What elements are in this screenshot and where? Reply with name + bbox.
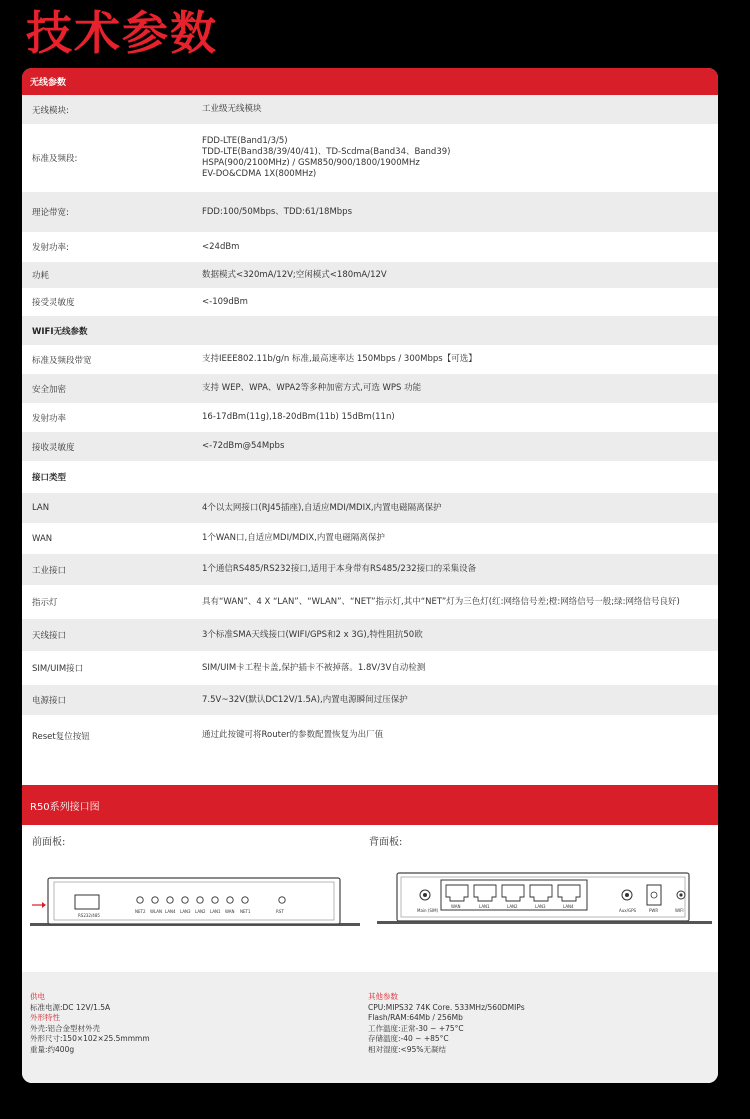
spec-value-line: <-109dBm: [202, 296, 248, 307]
spec-value: [192, 630, 718, 641]
spec-label: 指示灯: [32, 598, 58, 608]
spec-row: [22, 493, 718, 523]
spec-value: [192, 354, 718, 365]
spec-value-line: 1个WAN口,自适应MDI/MDIX,内置电磁隔离保护: [202, 533, 385, 543]
spec-label: 无线模块:: [32, 105, 69, 116]
spec-table: [22, 68, 718, 756]
front-led-indicator: [242, 897, 248, 903]
footer-section-title: 外形特性: [30, 1013, 60, 1022]
spec-value: [192, 242, 718, 253]
spec-label: 接受灵敏度: [32, 298, 75, 308]
spec-value-line: 通过此按键可将Router的参数配置恢复为出厂值: [202, 730, 384, 740]
front-led-label: WAN: [225, 909, 235, 914]
front-led-indicator: [152, 897, 158, 903]
spec-row: [22, 432, 718, 461]
rj45-port-label: LAN4: [563, 904, 574, 909]
spec-value-line: 具有“WAN”、4 X “LAN”、“WLAN”、“NET”指示灯,其中“NET”灯为三色灯(红:网络信号差;橙:网络信号一般;绿:网络信号良好): [202, 596, 680, 607]
spec-value: [192, 730, 718, 741]
section-header-label: 接口类型: [32, 473, 67, 483]
spec-row: [22, 95, 718, 124]
spec-label: WAN: [32, 533, 53, 544]
footer-section-title: 供电: [30, 992, 45, 1001]
spec-label: SIM/UIM接口: [32, 664, 84, 674]
back-aux-label: Aux/GPS: [619, 908, 637, 913]
footer-right-column: [368, 992, 525, 1055]
spec-row: [22, 715, 718, 756]
spec-label: 接收灵敏度: [32, 442, 75, 453]
spec-label: 理论带宽:: [32, 208, 69, 218]
spec-label: 工业接口: [32, 565, 67, 576]
footer-spec-line: 标准电源:DC 12V/1.5A: [30, 1002, 111, 1012]
spec-row: [22, 685, 718, 715]
spec-row: [22, 192, 718, 232]
page-title: 技术参数: [26, 6, 218, 60]
spec-value: [192, 297, 718, 308]
section-header-wireless: 无线参数: [22, 68, 718, 95]
spec-value-line: EV-DO&CDMA 1X(800MHz): [202, 169, 317, 179]
spec-value-line: 数据模式<320mA/12V;空闲模式<180mA/12V: [202, 269, 387, 280]
front-panel-label: 前面板:: [32, 837, 66, 848]
front-led-indicator: [137, 897, 143, 903]
section-header-label: WIFI无线参数: [32, 326, 88, 337]
spec-row: [22, 651, 718, 685]
spec-row: [22, 262, 718, 288]
spec-value-line: 支持IEEE802.11b/g/n 标准,最高速率达 150Mbps / 300Mbps【可选】: [202, 354, 477, 364]
footer-spec-line: 重量:约400g: [30, 1044, 75, 1054]
rj45-port-label: LAN1: [479, 904, 490, 909]
interface-diagram-header: R50系列接口图: [22, 785, 718, 825]
spec-value-line: 16-17dBm(11g),18-20dBm(11b) 15dBm(11n): [202, 412, 395, 422]
footer-section-title: 其他参数: [368, 992, 398, 1001]
rj45-port-label: WAN: [451, 904, 461, 909]
spec-value-line: HSPA(900/2100MHz) / GSM850/900/1800/1900MHz: [202, 158, 420, 168]
front-led-label: NET2: [135, 909, 146, 914]
spec-value-line: <-72dBm@54Mpbs: [202, 441, 285, 451]
spec-value-line: 4个以太网接口(RJ45插座),自适应MDI/MDIX,内置电磁隔离保护: [202, 502, 442, 513]
footer-spec-line: CPU:MIPS32 74K Core. 533MHz/560DMIPs: [368, 1002, 525, 1012]
front-led-indicator: [212, 897, 218, 903]
front-panel-diagram: [30, 863, 360, 933]
spec-label: 功耗: [32, 271, 50, 281]
footer-left-column: [30, 992, 150, 1055]
spec-value: [192, 383, 718, 394]
rj45-port-label: LAN3: [535, 904, 546, 909]
spec-value-line: <24dBm: [202, 241, 240, 252]
front-led-indicator: [227, 897, 233, 903]
spec-value: [192, 695, 718, 706]
spec-value-line: SIM/UIM卡工程卡盖,保护插卡不被掉落。1.8V/3V自动检测: [202, 662, 426, 673]
spec-value: [192, 412, 718, 423]
spec-value-line: 3个标准SMA天线接口(WIFI/GPS和2 x 3G),特性阻抗50欧: [202, 629, 423, 640]
front-led-label: LAN3: [180, 909, 191, 914]
front-led-indicator: [197, 897, 203, 903]
spec-value: [192, 503, 718, 514]
front-led-label: WLAN: [150, 909, 163, 914]
section-header-interfaces: [22, 461, 718, 493]
footer-specs: [22, 972, 718, 1083]
spec-row: [22, 403, 718, 432]
spec-row: [22, 585, 718, 619]
spec-row: [22, 288, 718, 316]
spec-value: [192, 663, 718, 674]
back-panel-diagram: [377, 863, 712, 933]
spec-value: [192, 564, 718, 575]
spec-value-line: FDD-LTE(Band1/3/5): [202, 136, 288, 146]
spec-label: Reset复位按钮: [32, 731, 90, 742]
spec-value: [192, 597, 718, 608]
spec-row: [22, 554, 718, 585]
spec-label: 电源接口: [32, 696, 67, 706]
footer-spec-line: 相对湿度:<95%无凝结: [368, 1044, 446, 1054]
front-led-indicator: [182, 897, 188, 903]
spec-value: [192, 104, 718, 115]
back-pwr-label: PWR: [649, 908, 659, 913]
spec-value-line: 1个通信RS485/RS232接口,适用于本身带有RS485/232接口的采集设备: [202, 564, 477, 574]
spec-row: [22, 619, 718, 651]
spec-value: [192, 441, 718, 452]
spec-row: [22, 374, 718, 403]
spec-row: [22, 232, 718, 262]
spec-label: LAN: [32, 503, 50, 513]
front-led-label: LAN2: [195, 909, 206, 914]
footer-spec-line: 外壳:铝合金型材外壳: [30, 1023, 101, 1033]
spec-value: [192, 207, 718, 218]
spec-value: [192, 270, 718, 281]
spec-value: [192, 136, 718, 180]
spec-label: 发射功率: [32, 413, 67, 424]
spec-row: [22, 345, 718, 374]
spec-label: 发射功率:: [32, 243, 69, 253]
footer-spec-line: Flash/RAM:64Mb / 256Mb: [368, 1013, 463, 1022]
spec-card: [22, 68, 718, 1083]
spec-value-line: TDD-LTE(Band38/39/40/41)、TD-Scdma(Band34、Band39): [202, 147, 451, 157]
footer-spec-line: 存储温度:-40 ~ +85°C: [368, 1034, 449, 1043]
spec-row: [22, 124, 718, 192]
spec-row: [22, 523, 718, 554]
spec-label: 标准及频段:: [32, 154, 78, 164]
spec-label: 安全加密: [32, 384, 67, 395]
front-led-label: LAN4: [165, 909, 176, 914]
back-wifi-label: WIFI: [675, 908, 684, 913]
footer-spec-line: 外形尺寸:150×102×25.5mmmm: [30, 1034, 150, 1043]
spec-label: 标准及频段带宽: [32, 355, 92, 366]
back-panel-label: 背面板:: [369, 837, 403, 848]
spec-value: [192, 533, 718, 544]
front-led-label: LAN1: [210, 909, 221, 914]
spec-value-line: 支持 WEP、WPA、WPA2等多种加密方式,可选 WPS 功能: [202, 383, 422, 393]
front-led-indicator: [167, 897, 173, 903]
spec-label: 天线接口: [32, 631, 67, 641]
spec-value-line: 7.5V~32V(默认DC12V/1.5A),内置电源瞬间过压保护: [202, 694, 408, 705]
front-serial-port-label: RS232/485: [78, 913, 100, 918]
front-led-label: NET1: [240, 909, 251, 914]
spec-value-line: FDD:100/50Mbps、TDD:61/18Mbps: [202, 206, 352, 217]
back-main-antenna-label: Main (SIM): [417, 908, 439, 913]
rj45-port-label: LAN2: [507, 904, 518, 909]
front-rst-label: RST: [276, 909, 284, 914]
section-header-wifi: [22, 316, 718, 345]
spec-value-line: 工业级无线模块: [202, 104, 262, 114]
footer-spec-line: 工作温度:正常-30 ~ +75°C: [368, 1023, 464, 1033]
